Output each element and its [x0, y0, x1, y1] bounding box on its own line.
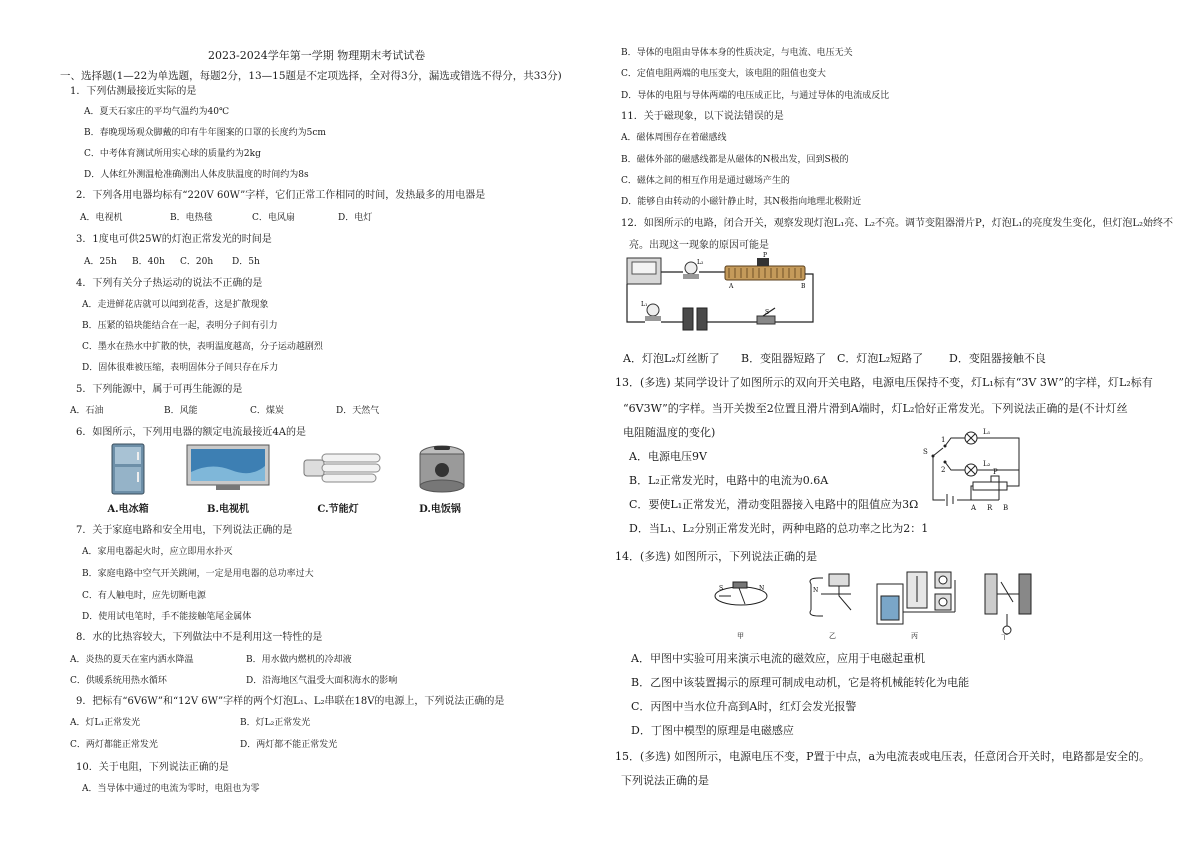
q5-option-c: C．煤炭 [250, 406, 284, 416]
q14-label-jia: 甲 [737, 632, 744, 640]
q3-option-c: C．20h [180, 257, 214, 267]
q11-option-d: D．能够自由转动的小磁针静止时，其N极指向地理北极附近 [621, 197, 862, 207]
q10-option-c: C．定值电阻两端的电压变大，该电阻的阻值也变大 [621, 69, 826, 79]
q8-option-c: C．供暖系统用热水循环 [70, 676, 167, 686]
q4-option-c: C．墨水在热水中扩散的快，表明温度越高，分子运动越剧烈 [82, 342, 323, 352]
q13-stem-1: 13．(多选) 某同学设计了如图所示的双向开关电路，电源电压保持不变，灯L₁标有“3V 3W”的字样，灯L₂标有 [615, 376, 1153, 389]
q13-label-2: 2 [941, 466, 946, 474]
q8-option-b: B．用水做内燃机的冷却液 [246, 655, 352, 665]
svg-text:N: N [759, 585, 765, 592]
q6-caption-d: D.电饭锅 [419, 504, 461, 515]
q9-stem: 9．把标有“6V6W”和“12V 6W”字样的两个灯泡L₁、L₂串联在18V的电源上，下列说法正确的是 [76, 696, 505, 707]
q4-option-d: D．固体很难被压缩，表明固体分子间只存在斥力 [82, 363, 279, 373]
rice-cooker-image [414, 442, 470, 494]
q14-option-c: C．丙图中当水位升高到A时，红灯会发光报警 [631, 700, 857, 713]
svg-text:S: S [719, 585, 724, 592]
q14-label-bing: 丙 [911, 632, 918, 640]
q8-option-a: A．炎热的夏天在室内洒水降温 [70, 655, 194, 665]
q7-option-d: D．使用试电笔时，手不能接触笔尾金属体 [82, 612, 252, 622]
q10-stem: 10．关于电阻，下列说法正确的是 [76, 762, 229, 773]
q12-option-c: C．灯泡L₂短路了 [837, 352, 924, 365]
q2-stem: 2．下列各用电器均标有“220V 60W”字样，它们正常工作相同的时间，发热最多的用电器是 [76, 190, 486, 201]
q13-stem-3: 电阻随温度的变化) [623, 426, 716, 439]
q1-option-a: A．夏天石家庄的平均气温约为40℃ [84, 107, 230, 117]
q13-option-b: B．L₂正常发光时，电路中的电流为0.6A [629, 474, 829, 487]
q5-option-b: B．风能 [164, 406, 198, 416]
q2-option-c: C．电风扇 [252, 213, 295, 223]
q10-option-d: D．导体的电阻与导体两端的电压成正比，与通过导体的电流成反比 [621, 91, 890, 101]
q13-option-c: C．要使L₁正常发光，滑动变阻器接入电路中的阻值应为3Ω [629, 498, 919, 511]
q8-stem: 8．水的比热容较大，下列做法中不是利用这一特性的是 [76, 632, 323, 643]
q2-option-b: B．电热毯 [170, 213, 213, 223]
q13-circuit-diagram [911, 426, 1027, 512]
q11-option-a: A．磁体周围存在着磁感线 [621, 133, 727, 143]
q13-label-1: 1 [941, 436, 946, 444]
exam-title: 2023-2024学年第一学期 物理期末考试试卷 [208, 49, 426, 62]
q3-stem: 3．1度电可供25W的灯泡正常发光的时间是 [76, 234, 272, 245]
q11-option-c: C．磁体之间的相互作用是通过磁场产生的 [621, 176, 790, 186]
q6-stem: 6．如图所示，下列用电器的额定电流最接近4A的是 [76, 427, 306, 438]
q13-label-p: P [993, 468, 998, 476]
svg-text:B: B [801, 283, 806, 290]
q14-option-a: A．甲图中实验可用来演示电流的磁效应，应用于电磁起重机 [631, 652, 925, 665]
q12-stem-1: 12．如图所示的电路，闭合开关，观察发现灯泡L₁亮、L₂不亮。调节变阻器滑片P，灯泡L₁的亮度发生变化，但灯泡L₂始终不 [621, 218, 1174, 229]
television-image [186, 444, 270, 494]
q1-option-b: B．春晚现场观众脚戴的印有牛年图案的口罩的长度约为5cm [84, 128, 326, 138]
q15-stem-1: 15．(多选) 如图所示，电源电压不变，P置于中点，a为电流表或电压表，任意闭合开关时，电路都是安全的。 [615, 750, 1151, 763]
q14-label-yi: 乙 [829, 632, 836, 640]
q11-option-b: B．磁体外部的磁感线都是从磁体的N极出发，回到S极的 [621, 155, 849, 165]
q9-option-c: C．两灯都能正常发光 [70, 740, 158, 750]
svg-text:S: S [765, 309, 770, 316]
q3-option-d: D．5h [232, 257, 260, 267]
q5-option-a: A．石油 [70, 406, 104, 416]
q5-stem: 5．下列能源中，属于可再生能源的是 [76, 384, 243, 395]
svg-text:N: N [813, 587, 819, 594]
q15-stem-2: 下列说法正确的是 [621, 774, 709, 787]
q7-option-c: C．有人触电时，应先切断电源 [82, 591, 206, 601]
q1-option-d: D．人体红外测温枪准确测出人体皮肤温度的时间约为8s [84, 170, 309, 180]
q1-option-c: C．中考体育测试所用实心球的质量约为2kg [84, 149, 261, 159]
q12-stem-2: 亮。出现这一现象的原因可能是 [629, 240, 769, 251]
q14-option-d: D．丁图中模型的原理是电磁感应 [631, 724, 794, 737]
q9-option-d: D．两灯都不能正常发光 [240, 740, 338, 750]
energy-saving-lamp-image [300, 444, 384, 490]
q12-option-a: A．灯泡L₂灯丝断了 [623, 352, 720, 365]
q13-label-l1: L₁ [983, 428, 991, 436]
q6-caption-c: C.节能灯 [317, 504, 359, 515]
q13-option-d: D．当L₁、L₂分别正常发光时，两种电路的总功率之比为2：1 [629, 522, 929, 535]
q5-option-d: D．天然气 [336, 406, 380, 416]
svg-text:L₂: L₂ [697, 259, 704, 266]
q14-label-ding: 丁 [1001, 634, 1008, 640]
q10-option-b: B．导体的电阻由导体本身的性质决定，与电流、电压无关 [621, 48, 853, 58]
q3-option-a: A．25h [84, 257, 117, 267]
svg-text:A: A [729, 283, 734, 290]
q7-option-a: A．家用电器起火时，应立即用水扑灭 [82, 547, 233, 557]
q7-stem: 7．关于家庭电路和安全用电，下列说法正确的是 [76, 525, 293, 536]
section-heading: 一、选择题(1—22为单选题，每题2分，13—15题是不定项选择，全对得3分，漏选或错选不得分，共33分) [60, 70, 562, 82]
q8-option-d: D．沿海地区气温受大面积海水的影响 [246, 676, 398, 686]
q7-option-b: B．家庭电路中空气开关跳闸，一定是用电器的总功率过大 [82, 569, 314, 579]
q6-caption-b: B.电视机 [207, 504, 249, 515]
q10-option-a: A．当导体中通过的电流为零时，电阻也为零 [82, 784, 260, 794]
q9-option-b: B．灯L₂正常发光 [240, 718, 311, 728]
q13-label-s: S [923, 448, 928, 456]
refrigerator-image [110, 442, 146, 496]
q13-label-r: R [987, 504, 993, 512]
q4-stem: 4．下列有关分子热运动的说法不正确的是 [76, 278, 263, 289]
q13-option-a: A．电源电压9V [629, 450, 707, 463]
q13-stem-2: “6V3W”的字样。当开关拨至2位置且滑片滑到A端时，灯L₂恰好正常发光。下列说法正确的是(不计灯丝 [623, 402, 1128, 415]
q1-stem: 1．下列估测最接近实际的是 [70, 86, 197, 97]
q4-option-b: B．压紧的铅块能结合在一起，表明分子间有引力 [82, 321, 278, 331]
q11-stem: 11．关于磁现象，以下说法错误的是 [621, 111, 784, 122]
q12-option-b: B．变阻器短路了 [741, 352, 827, 365]
q3-option-b: B．40h [132, 257, 165, 267]
q14-option-b: B．乙图中该装置揭示的原理可制成电动机，它是将机械能转化为电能 [631, 676, 970, 689]
q13-label-b: B [1003, 504, 1009, 512]
q14-figures [711, 566, 1037, 640]
q13-label-a: A [971, 504, 977, 512]
q2-option-d: D．电灯 [338, 213, 373, 223]
svg-text:L₁: L₁ [641, 301, 648, 308]
q9-option-a: A．灯L₁正常发光 [70, 718, 141, 728]
q2-option-a: A．电视机 [80, 213, 123, 223]
q14-stem: 14．(多选) 如图所示，下列说法正确的是 [615, 550, 818, 563]
q12-circuit-diagram [625, 252, 817, 338]
q12-option-d: D．变阻器接触不良 [949, 352, 1046, 365]
q13-label-l2: L₂ [983, 460, 991, 468]
q4-option-a: A．走进鲜花店就可以闻到花香，这是扩散现象 [82, 300, 269, 310]
svg-text:P: P [763, 252, 768, 259]
q6-caption-a: A.电冰箱 [107, 504, 149, 515]
